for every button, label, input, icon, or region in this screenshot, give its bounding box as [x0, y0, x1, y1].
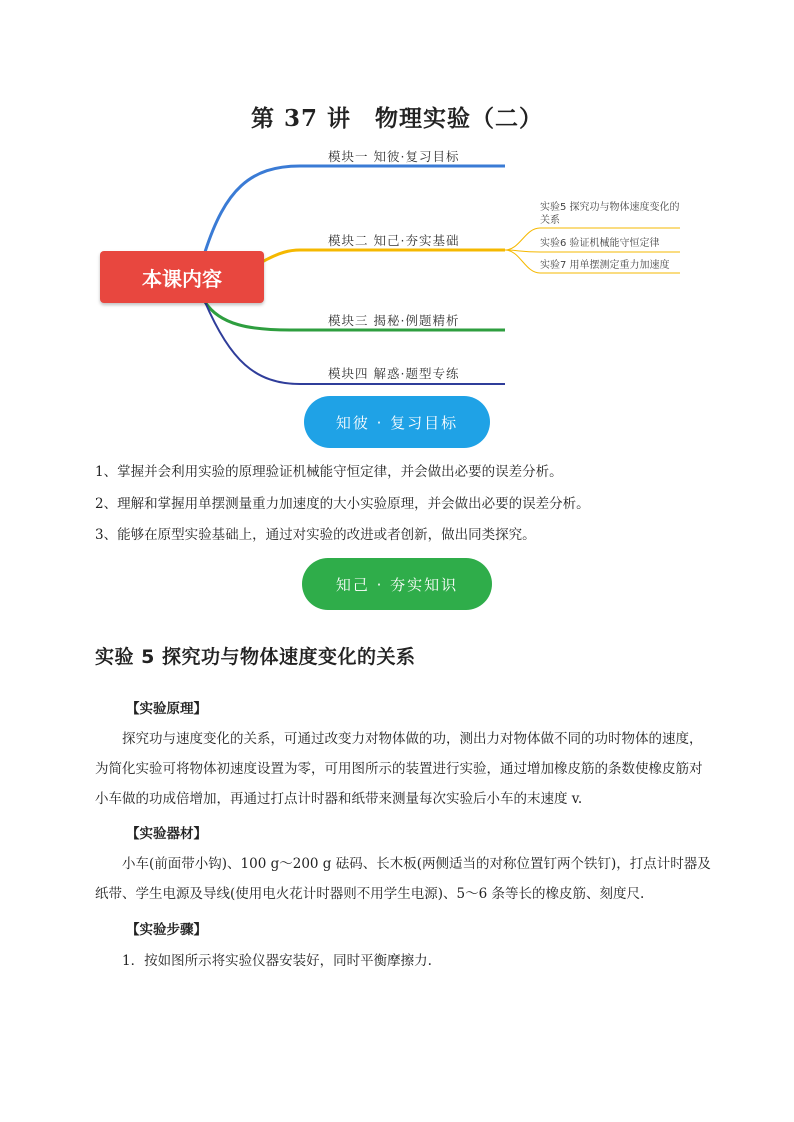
- branch-label-4: 模块四 解惑·题型专练: [328, 366, 460, 381]
- branch-line-2: [262, 250, 505, 262]
- equipment-label: 【实验器材】: [126, 826, 207, 842]
- goal-item-1: 1、掌握并会利用实验的原理验证机械能守恒定律，并会做出必要的误差分析。: [95, 464, 563, 480]
- branch-label-1: 模块一 知彼·复习目标: [328, 149, 460, 164]
- goal-item-2: 2、理解和掌握用单摆测量重力加速度的大小实验原理，并会做出必要的误差分析。: [95, 496, 590, 512]
- sub-item-experiment-5: 实验5 探究功与物体速度变化的关系: [540, 202, 680, 226]
- goal-item-3: 3、能够在原型实验基础上，通过对实验的改进或者创新，做出同类探究。: [95, 527, 536, 543]
- page-title: 第 37 讲 物理实验（二）: [250, 105, 544, 132]
- step-item-1: 1．按如图所示将实验仪器安装好，同时平衡摩擦力.: [122, 953, 432, 969]
- principle-text: 探究功与速度变化的关系，可通过改变力对物体做的功，测出力对物体做不同的功时物体的速度，为简化实验可将物体初速度设置为零，可用图所示的装置进行实验，通过增加橡皮筋的条数使橡皮筋对小车做的功成倍增加，再通过打点计时器和纸带来测量每次实验后小车的末速度 v.: [95, 731, 703, 807]
- branch-label-3: 模块三 揭秘·例题精析: [328, 313, 460, 328]
- section-heading: 实验 5 探究功与物体速度变化的关系: [95, 646, 416, 668]
- steps-label: 【实验步骤】: [126, 922, 207, 938]
- sub-item-experiment-7: 实验7 用单摆测定重力加速度: [540, 260, 670, 271]
- sub-line-2: [505, 250, 680, 252]
- basics-badge: 知己 · 夯实知识: [302, 558, 492, 610]
- equipment-text: 小车(前面带小钩)、100 g～200 g 砝码、长木板(两侧适当的对称位置钉两个铁钉)，打点计时器及纸带、学生电源及导线(使用电火花计时器则不用学生电源)、5～6 条等长的橡皮筋、刻度尺.: [95, 856, 711, 902]
- principle-label: 【实验原理】: [126, 701, 207, 717]
- branch-label-2: 模块二 知己·夯实基础: [328, 233, 460, 248]
- mindmap-center-node: 本课内容: [100, 251, 264, 303]
- review-goals-badge: 知彼 · 复习目标: [304, 396, 490, 448]
- sub-item-experiment-6: 实验6 验证机械能守恒定律: [540, 238, 660, 249]
